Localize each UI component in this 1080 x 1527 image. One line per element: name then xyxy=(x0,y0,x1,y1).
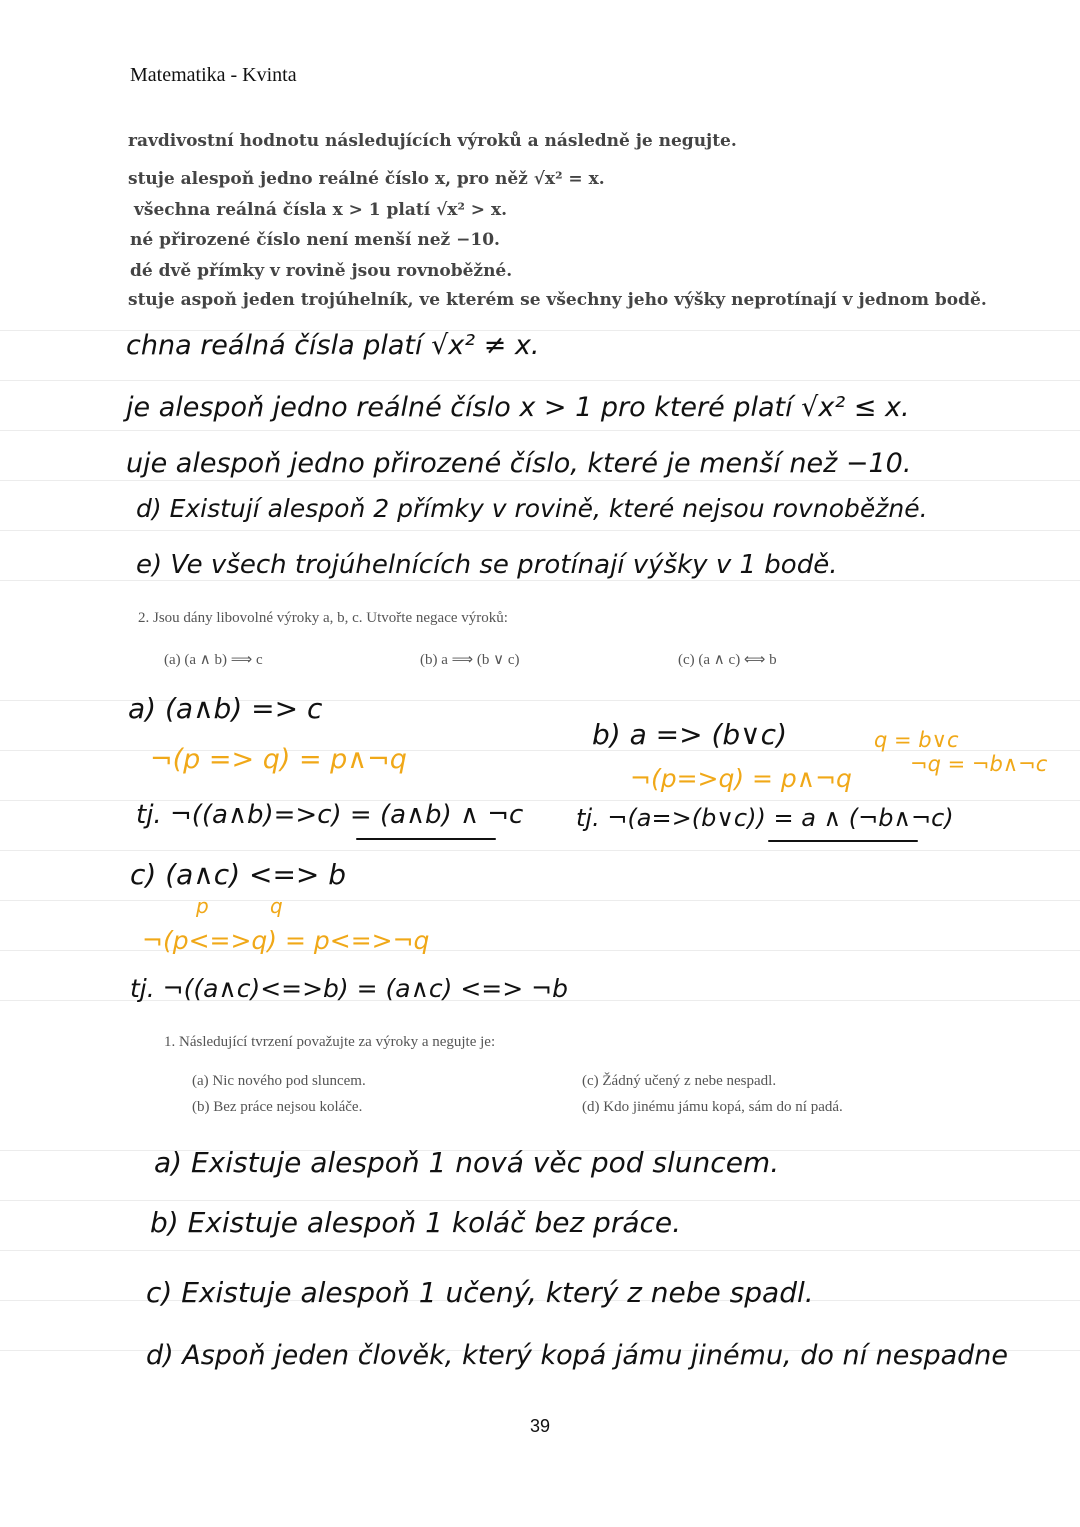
handwritten-answer: a) Existuje alespoň 1 nová věc pod sluncem. xyxy=(154,1146,780,1179)
task1-prompt: 1. Následující tvrzení považujte za výroky a negujte je: xyxy=(164,1034,496,1050)
ruled-line xyxy=(0,480,1080,481)
ruled-line xyxy=(0,900,1080,901)
page-header: Matematika - Kvinta xyxy=(130,64,297,86)
task-intro: ravdivostní hodnotu následujících výroků a následně je negujte. xyxy=(128,131,737,151)
ruled-line xyxy=(0,850,1080,851)
handwritten-answer: d) Existují alespoň 2 přímky v rovině, které nejsou rovnoběžné. xyxy=(136,494,928,523)
task-item: stuje aspoň jeden trojúhelník, ve kterém se všechny jeho výšky neprotínají v jednom bodě. xyxy=(128,290,987,310)
task2-prompt: 2. Jsou dány libovolné výroky a, b, c. Utvořte negace výroků: xyxy=(138,610,508,626)
ruled-line xyxy=(0,530,1080,531)
work-c-result: tj. ¬((a∧c)<=>b) = (a∧c) <=> ¬b xyxy=(130,974,568,1003)
handwritten-answer: e) Ve všech trojúhelnících se protínají výšky v 1 bodě. xyxy=(136,550,838,580)
task1-item: (d) Kdo jinému jámu kopá, sám do ní padá. xyxy=(582,1099,843,1115)
work-b-side-q: q = b∨c xyxy=(874,728,959,752)
task2-option-a: (a) (a ∧ b) ⟹ c xyxy=(164,652,263,668)
task2-option-b: (b) a ⟹ (b ∨ c) xyxy=(420,652,520,668)
work-c-rule: ¬(p<=>q) = p<=>¬q xyxy=(142,926,430,955)
work-b-rule: ¬(p=>q) = p∧¬q xyxy=(630,764,852,793)
handwritten-answer: je alespoň jedno reálné číslo x > 1 pro které platí √x² ≤ x. xyxy=(126,392,910,423)
ruled-line xyxy=(0,1250,1080,1251)
work-c-expression: c) (a∧c) <=> b xyxy=(130,858,347,891)
task1-item: (a) Nic nového pod sluncem. xyxy=(192,1073,366,1089)
handwritten-answer: d) Aspoň jeden člověk, který kopá jámu jinému, do ní nespadne xyxy=(146,1340,1008,1371)
work-c-label-p: p xyxy=(196,894,209,918)
work-b-side-negq: ¬q = ¬b∧¬c xyxy=(910,752,1048,776)
task-item: všechna reálná čísla x > 1 platí √x² > x. xyxy=(134,200,508,220)
ruled-line xyxy=(0,580,1080,581)
handwritten-answer: b) Existuje alespoň 1 koláč bez práce. xyxy=(150,1206,682,1239)
task-item: dé dvě přímky v rovině jsou rovnoběžné. xyxy=(130,261,513,281)
task1-item: (b) Bez práce nejsou koláče. xyxy=(192,1099,363,1115)
answer-underline xyxy=(768,840,918,842)
task2-option-c: (c) (a ∧ c) ⟺ b xyxy=(678,652,777,668)
answer-underline xyxy=(356,838,496,840)
task-item: né přirozené číslo není menší než −10. xyxy=(130,230,500,250)
ruled-line xyxy=(0,1200,1080,1201)
page-number: 39 xyxy=(529,1416,551,1436)
work-a-expression: a) (a∧b) => c xyxy=(128,692,323,725)
work-b-result: tj. ¬(a=>(b∨c)) = a ∧ (¬b∧¬c) xyxy=(576,804,954,832)
handwritten-answer: c) Existuje alespoň 1 učený, který z nebe spadl. xyxy=(146,1276,814,1309)
ruled-line xyxy=(0,430,1080,431)
task1-item: (c) Žádný učený z nebe nespadl. xyxy=(582,1073,777,1089)
work-b-expression: b) a => (b∨c) xyxy=(592,718,787,751)
handwritten-answer: chna reálná čísla platí √x² ≠ x. xyxy=(126,330,540,361)
work-a-result: tj. ¬((a∧b)=>c) = (a∧b) ∧ ¬c xyxy=(136,800,524,830)
ruled-line xyxy=(0,380,1080,381)
handwritten-answer: uje alespoň jedno přirozené číslo, které je menší než −10. xyxy=(126,448,912,479)
task-item: stuje alespoň jedno reálné číslo x, pro něž √x² = x. xyxy=(128,169,605,189)
work-a-rule: ¬(p => q) = p∧¬q xyxy=(150,744,407,775)
work-c-label-q: q xyxy=(270,894,283,918)
